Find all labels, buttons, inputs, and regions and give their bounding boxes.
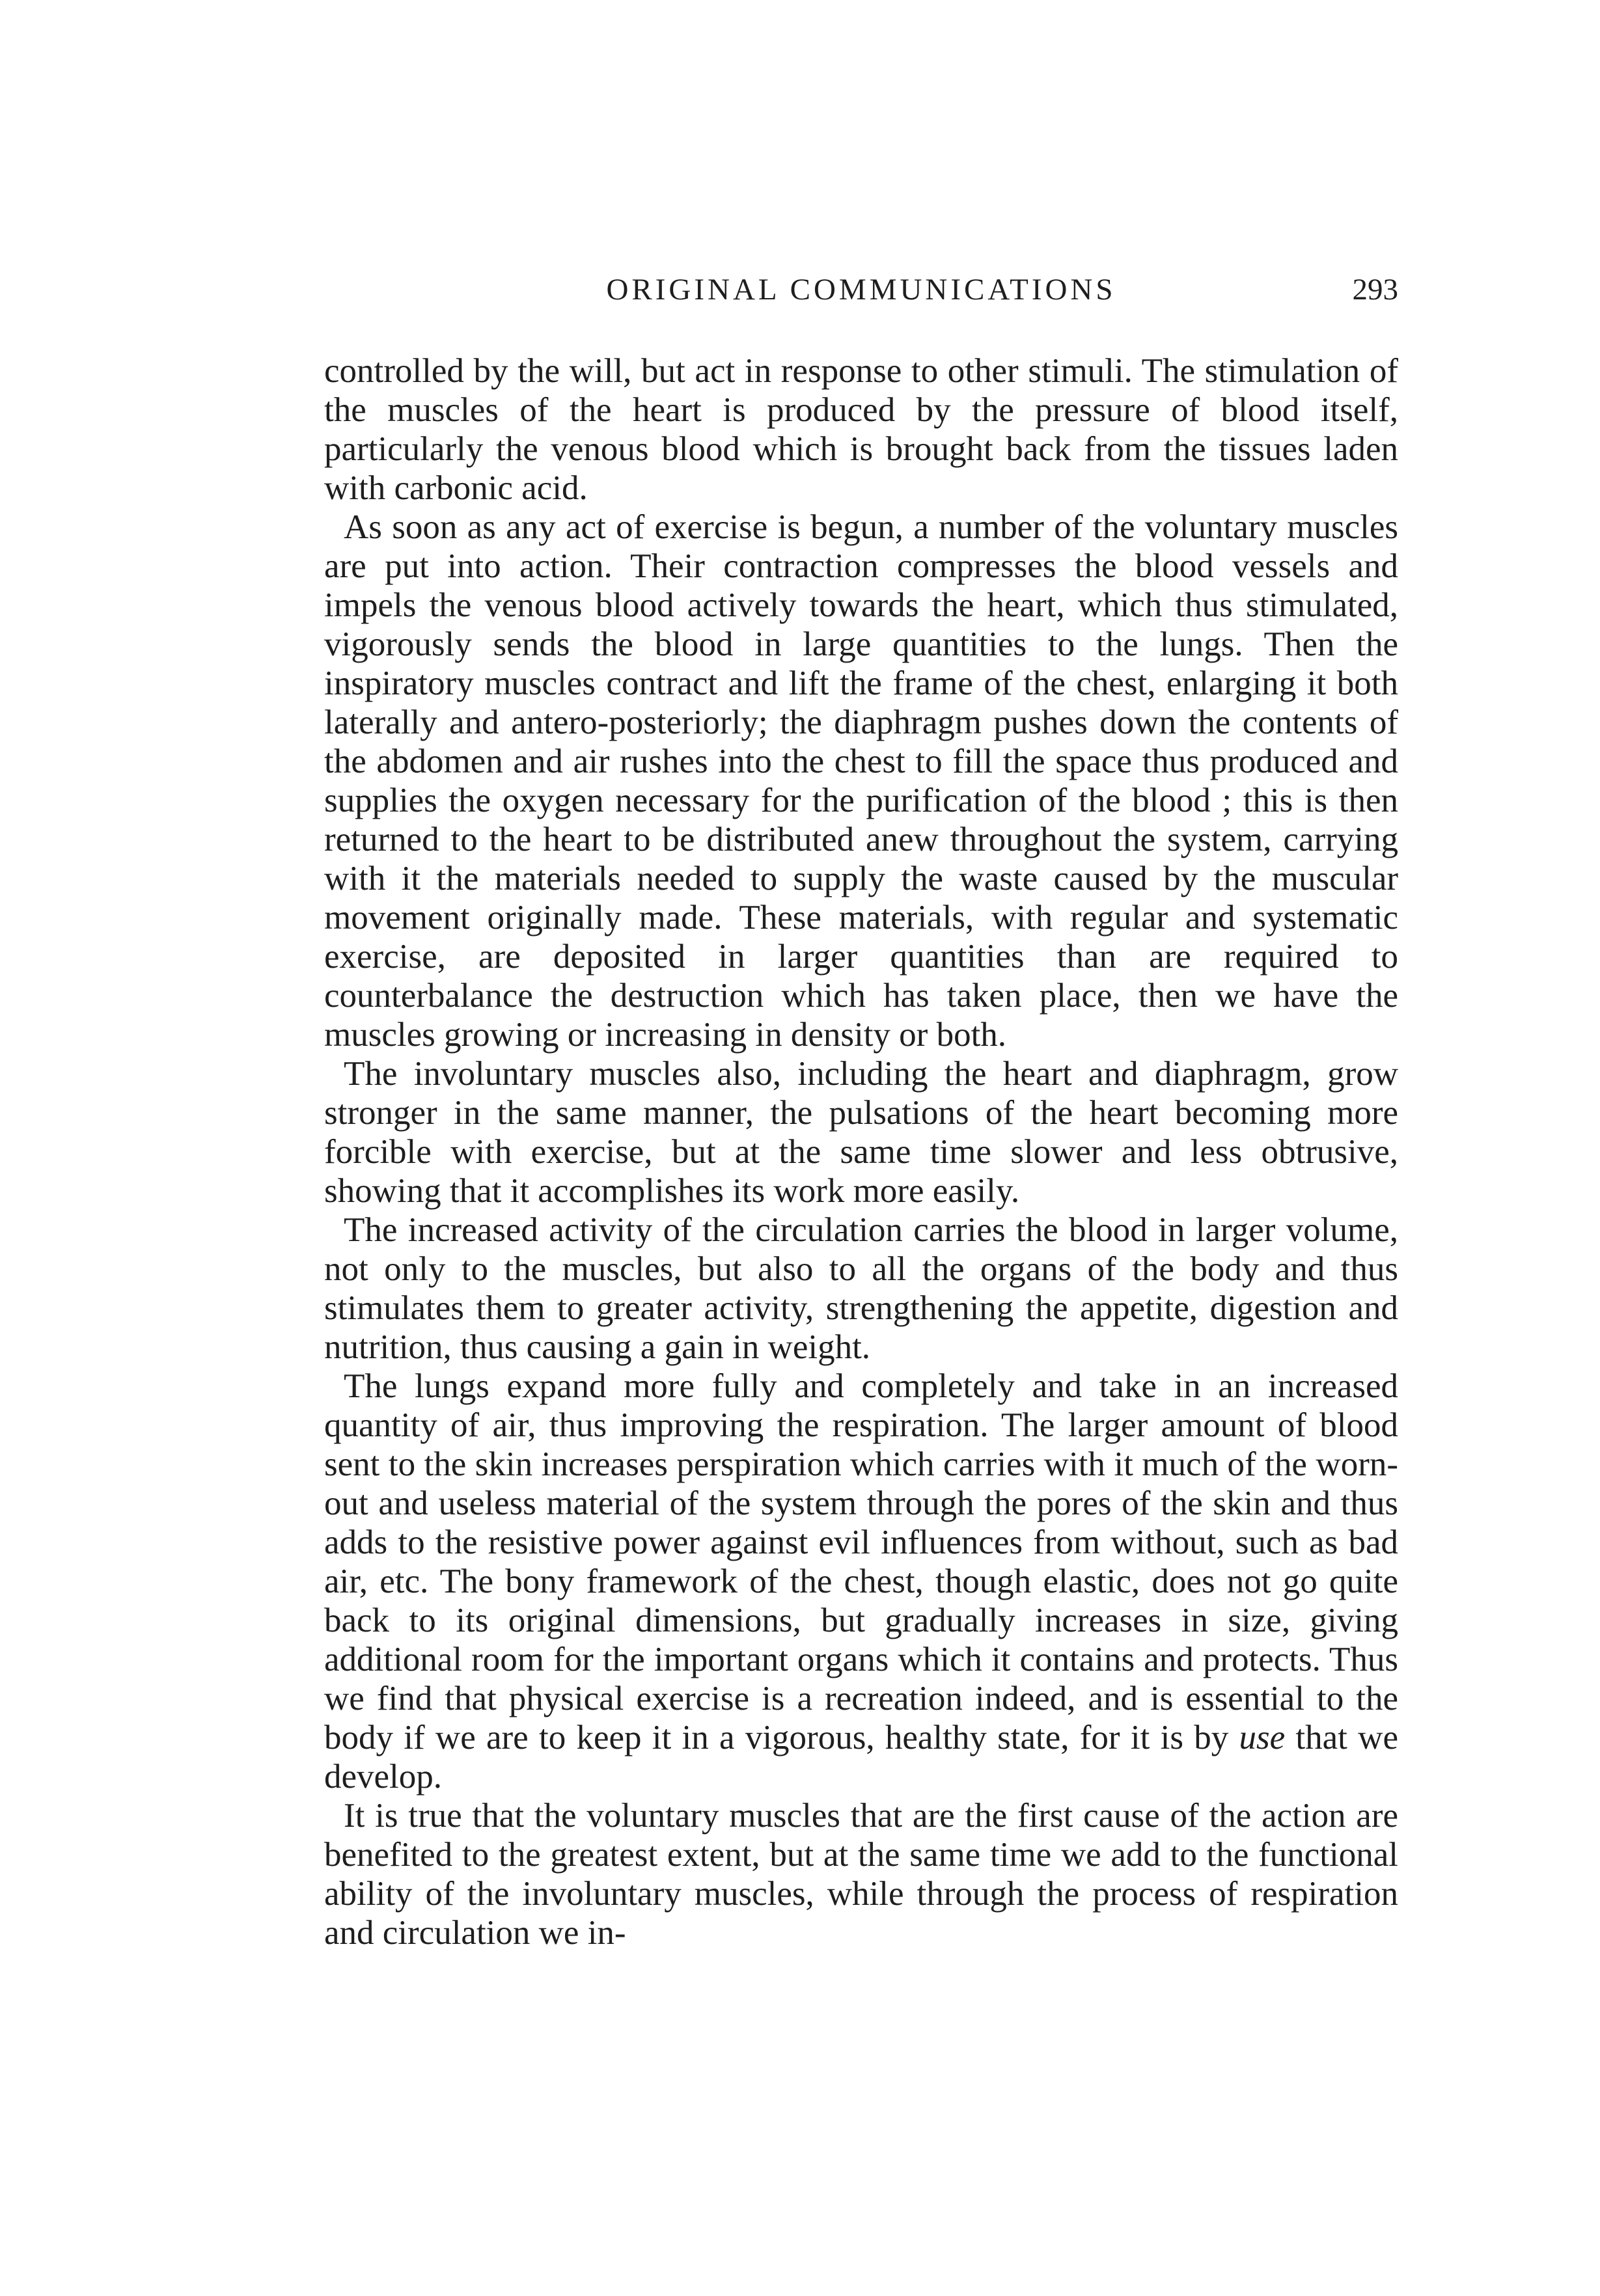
paragraph-5-emphasis: use (1239, 1719, 1286, 1756)
paragraph-5 (324, 1367, 1398, 1796)
body-text (324, 351, 1398, 1952)
paragraph-1: controlled by the will, but act in response to other stimuli. The stimulation of the muscles of the heart is produced by the pressure of blood itself, particularly the venous blood which is brought back from the tissues laden with carbonic acid. (324, 352, 1398, 507)
paragraph-4: The increased activity of the circulation carries the blood in larger volume, not only to the muscles, but also to all the organs of the body and thus stimulates them to greater activity, strengthening the appetite, digestion and nutrition, thus causing a gain in weight. (324, 1211, 1398, 1366)
page-number: 293 (1352, 273, 1398, 307)
paragraph-3: The involuntary muscles also, including the heart and diaphragm, grow stronger in the same manner, the pulsations of the heart becoming more forcible with exercise, but at the same time slower and less obtrusive, showing that it accomplishes its work more easily. (324, 1055, 1398, 1210)
paragraph-5-text-after: that we develop. (324, 1719, 1398, 1796)
running-head (324, 272, 1398, 318)
paragraph-6: It is true that the voluntary muscles that are the first cause of the action are benefited to the greatest extent, but at the same time we add to the functional ability of the involuntary muscles, while through the process of respiration and circulation we in- (324, 1797, 1398, 1952)
paragraph-5-text-before: The lungs expand more fully and completely and take in an increased quantity of air, thus improving the respiration. The larger amount of blood sent to the skin increases perspiration which carries with it much of the worn-out and useless material of the system through the pores of the skin and thus adds to the resistive power against evil influences from without, such as bad air, etc. The bony framework of the chest, though elastic, does not go quite back to its original dimensions, but gradually increases in size, giving additional room for the important organs which it contains and protects. Thus we find that physical exercise is a recreation indeed, and is essential to the body if we are to keep it in a vigorous, healthy state, for it is by (324, 1367, 1398, 1756)
paragraph-2: As soon as any act of exercise is begun, a number of the voluntary muscles are put into action. Their contraction compresses the blood vessels and impels the venous blood actively towards the heart, which thus stimulated, vigorously sends the blood in large quantities to the lungs. Then the inspiratory muscles contract and lift the frame of the chest, enlarging it both laterally and antero-posteriorly; the diaphragm pushes down the contents of the abdomen and air rushes into the chest to fill the space thus produced and supplies the oxygen necessary for the purification of the blood ; this is then returned to the heart to be distributed anew throughout the system, carrying with it the materials needed to supply the waste caused by the muscular movement originally made. These materials, with regular and systematic exercise, are deposited in larger quantities than are required to counterbalance the destruction which has taken place, then we have the muscles growing or increasing in density or both. (324, 508, 1398, 1054)
running-head-title: ORIGINAL COMMUNICATIONS (606, 273, 1116, 307)
